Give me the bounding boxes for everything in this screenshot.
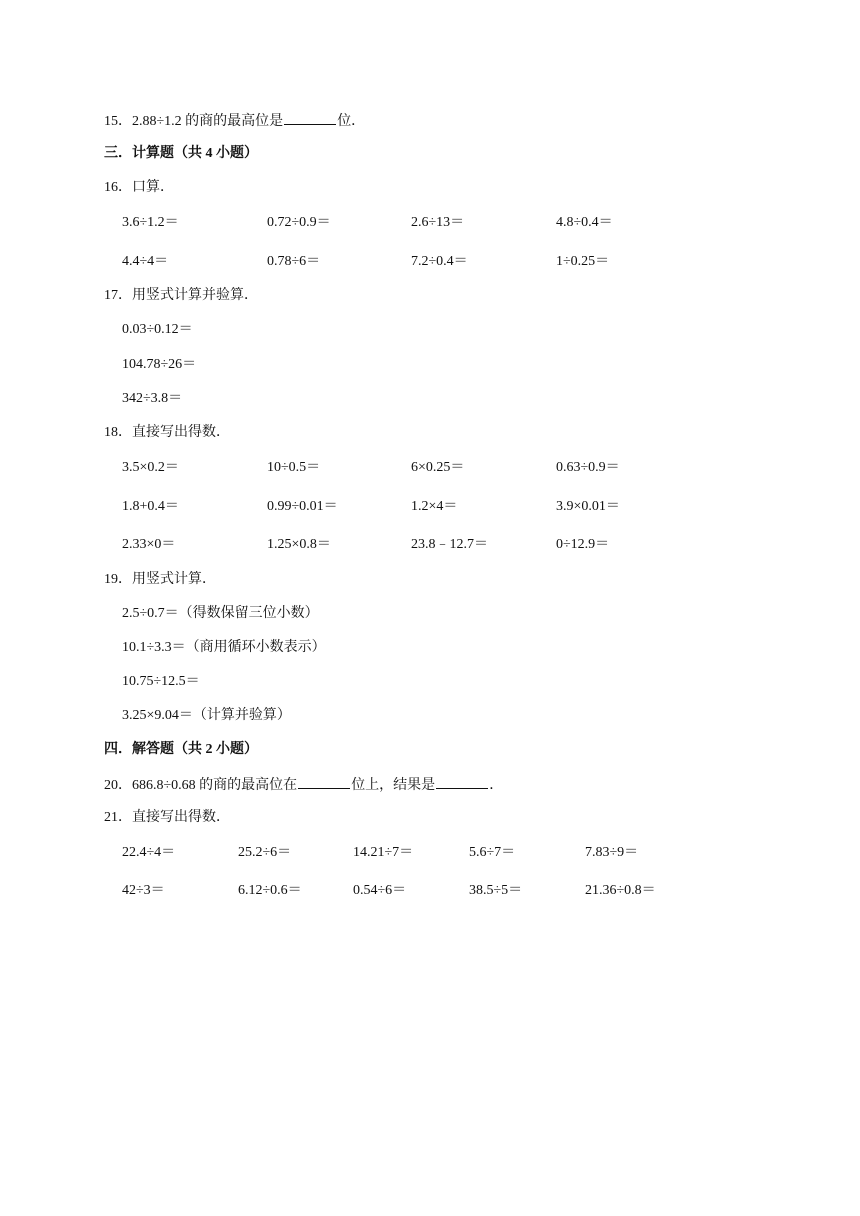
problem-item: 10.1÷3.3＝（商用循环小数表示）	[122, 640, 326, 655]
problem-item: 342÷3.8＝	[122, 391, 183, 406]
problem-item: 22.4÷4＝	[122, 845, 176, 860]
problem-item: 10.75÷12.5＝	[122, 674, 200, 689]
problem-item: 25.2÷6＝	[238, 845, 292, 860]
problem-item: 0.63÷0.9＝	[556, 460, 620, 475]
problem-item: 6.12÷0.6＝	[238, 883, 302, 898]
problem-item: 104.78÷26＝	[122, 357, 197, 372]
question-20-text: 20．686.8÷0.68 的商的最高位在	[104, 778, 298, 793]
problem-item: 1.8+0.4＝	[122, 499, 179, 514]
problem-item: 5.6÷7＝	[469, 845, 516, 860]
question-15-suffix: 位．	[337, 114, 366, 129]
problem-item: 0.99÷0.01＝	[267, 499, 338, 514]
question-19-title: 19．用竖式计算．	[104, 572, 216, 587]
problem-item: 3.5×0.2＝	[122, 460, 179, 475]
problem-item: 1÷0.25＝	[556, 254, 610, 269]
question-20	[104, 774, 503, 796]
problem-item: 10÷0.5＝	[267, 460, 321, 475]
problem-item: 6×0.25＝	[411, 460, 465, 475]
problem-item: 3.9×0.01＝	[556, 499, 620, 514]
problem-item: 2.6÷13＝	[411, 215, 465, 230]
problem-item: 4.8÷0.4＝	[556, 215, 613, 230]
problem-item: 7.83÷9＝	[585, 845, 639, 860]
problem-item: 23.8﹣12.7＝	[411, 537, 488, 552]
problem-item: 0.72÷0.9＝	[267, 215, 331, 230]
answer-blank[interactable]	[284, 110, 336, 125]
section-4-heading: 四．解答题（共 2 小题）	[104, 742, 258, 757]
question-21-title: 21．直接写出得数．	[104, 810, 230, 825]
problem-item: 38.5÷5＝	[469, 883, 523, 898]
problem-item: 0.54÷6＝	[353, 883, 407, 898]
question-20-suffix: ．	[489, 778, 504, 793]
problem-item: 14.21÷7＝	[353, 845, 414, 860]
question-15-text: 15．2.88÷1.2 的商的最高位是	[104, 114, 284, 129]
problem-item: 4.4÷4＝	[122, 254, 169, 269]
problem-item: 2.33×0＝	[122, 537, 176, 552]
question-15	[104, 110, 365, 132]
problem-item: 2.5÷0.7＝（得数保留三位小数）	[122, 606, 319, 621]
question-16-title: 16．口算．	[104, 180, 174, 195]
problem-item: 1.25×0.8＝	[267, 537, 331, 552]
problem-item: 42÷3＝	[122, 883, 165, 898]
answer-blank[interactable]	[436, 774, 488, 789]
problem-item: 0.78÷6＝	[267, 254, 321, 269]
section-3-heading: 三．计算题（共 4 小题）	[104, 146, 258, 161]
problem-item: 1.2×4＝	[411, 499, 458, 514]
answer-blank[interactable]	[298, 774, 350, 789]
problem-item: 3.6÷1.2＝	[122, 215, 179, 230]
problem-item: 7.2÷0.4＝	[411, 254, 468, 269]
question-20-middle: 位上，结果是	[351, 778, 436, 793]
question-18-title: 18．直接写出得数．	[104, 425, 230, 440]
problem-item: 3.25×9.04＝（计算并验算）	[122, 708, 291, 723]
problem-item: 0.03÷0.12＝	[122, 322, 193, 337]
question-17-title: 17．用竖式计算并验算．	[104, 288, 258, 303]
problem-item: 0÷12.9＝	[556, 537, 610, 552]
problem-item: 21.36÷0.8＝	[585, 883, 656, 898]
